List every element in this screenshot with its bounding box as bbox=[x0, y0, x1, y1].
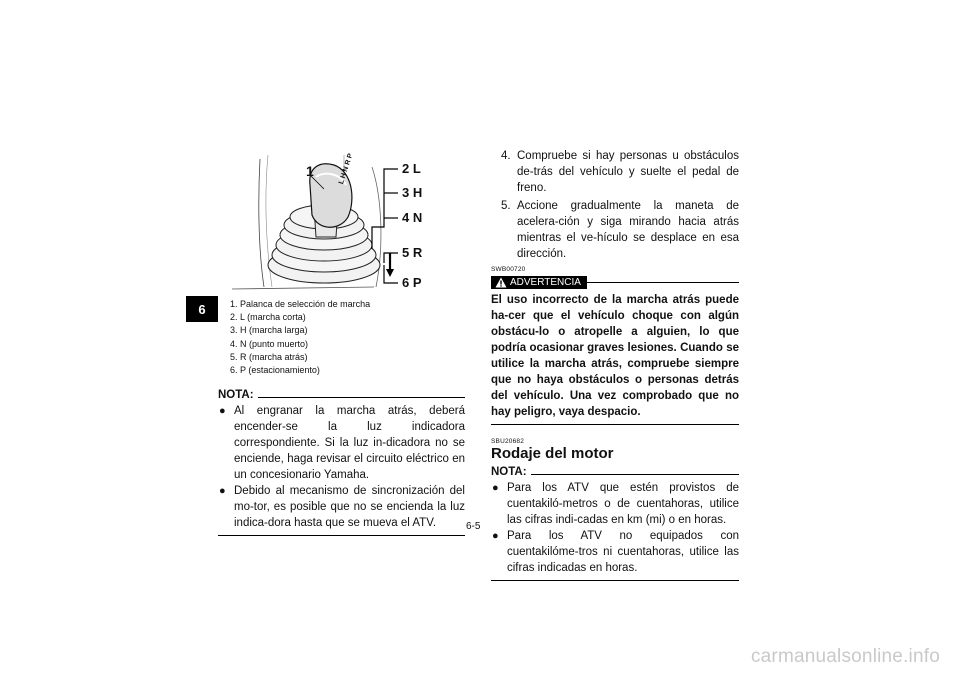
right-column bbox=[491, 148, 739, 581]
left-note-bullet-1 bbox=[218, 403, 465, 483]
right-note-bullet-1 bbox=[491, 480, 739, 528]
caption-1: 1. Palanca de selección de marcha bbox=[230, 299, 371, 309]
position-label-2: 2 L bbox=[402, 161, 421, 176]
right-note-heading bbox=[491, 466, 739, 478]
right-note-end-rule bbox=[491, 580, 739, 581]
watermark: carmanualsonline.info bbox=[750, 646, 940, 667]
bullet-icon: ● bbox=[219, 405, 226, 417]
caption-4: 4. N (punto muerto) bbox=[230, 338, 309, 349]
left-note-heading-text: NOTA: bbox=[218, 389, 254, 401]
right-note-bullet-1-text: Para los ATV que estén provistos de cuentakiló-metros o de cuentahoras, utilice las cifras indi-cadas en km (mi) o en horas. bbox=[507, 482, 739, 526]
page-number: 6-5 bbox=[466, 521, 481, 532]
knob-shift-label: L H N R P bbox=[338, 152, 355, 186]
right-note-bullet-2-text: Para los ATV no equipados con cuentakilóme-tros ni cuentahoras, utilice las cifras indicadas en horas. bbox=[507, 530, 739, 574]
step-4 bbox=[491, 148, 739, 196]
left-note-bullet-2 bbox=[218, 483, 465, 531]
section-code: SBU20682 bbox=[491, 438, 525, 445]
left-note-end-rule bbox=[218, 535, 465, 536]
figure-callout-1: 1 bbox=[306, 163, 314, 179]
warning-label-text: ADVERTENCIA bbox=[510, 277, 581, 288]
position-label-3: 3 H bbox=[402, 185, 423, 200]
caption-3: 3. H (marcha larga) bbox=[230, 325, 308, 336]
warning-banner bbox=[491, 276, 739, 289]
position-label-5: 5 R bbox=[402, 245, 423, 260]
bullet-icon: ● bbox=[492, 530, 499, 542]
step-5-text: Accione gradualmente la maneta de acelera-ción y siga mirando hacia atrás mientras el ve-hículo se desplace en esa dirección. bbox=[517, 200, 739, 260]
chapter-tab bbox=[186, 296, 218, 322]
step-5-number: 5. bbox=[501, 200, 511, 212]
warning-end-rule bbox=[491, 424, 739, 425]
caption-2: 2. L (marcha corta) bbox=[230, 312, 306, 323]
step-4-number: 4. bbox=[501, 150, 511, 162]
gear-selector-figure bbox=[224, 137, 466, 297]
right-note-heading-text: NOTA: bbox=[491, 466, 527, 478]
step-5 bbox=[491, 198, 739, 262]
section-title: Rodaje del motor bbox=[491, 445, 614, 462]
warning-label bbox=[491, 276, 587, 289]
figure-captions bbox=[230, 298, 370, 377]
step-4-text: Compruebe si hay personas u obstáculos de-trás del vehículo y suelte el pedal de freno. bbox=[517, 150, 739, 194]
left-note bbox=[218, 389, 465, 536]
warning-text: El uso incorrecto de la marcha atrás puede ha-cer que el vehículo choque con algún obstácu-lo o atropelle a alguien, lo que podría ocasionar graves lesiones. Cuando se utilice la marcha atrás, compruebe siempre que no haya obstáculos o personas detrás del vehículo. Una vez comprobado que no hay peligro, vaya despacio. bbox=[491, 294, 739, 418]
position-label-6: 6 P bbox=[402, 275, 422, 290]
bullet-icon: ● bbox=[219, 485, 226, 497]
position-label-4: 4 N bbox=[402, 210, 423, 225]
caption-5: 5. R (marcha atrás) bbox=[230, 351, 308, 362]
right-note-bullet-2 bbox=[491, 528, 739, 576]
warning-code: SWB00720 bbox=[491, 266, 526, 273]
chapter-number: 6 bbox=[198, 301, 206, 317]
left-note-bullet-1-text: Al engranar la marcha atrás, deberá encender-se la luz indicadora correspondiente. Si la luz in-dicadora no se enciende, haga revisar el circuito eléctrico en un concesionario Yamaha. bbox=[234, 405, 465, 481]
warning-triangle-icon bbox=[495, 277, 507, 288]
caption-6: 6. P (estacionamiento) bbox=[230, 365, 320, 376]
left-note-heading bbox=[218, 389, 465, 401]
left-note-bullet-2-text: Debido al mecanismo de sincronización del mo-tor, es posible que no se encienda la luz indica-dora hasta que se mueva el ATV. bbox=[234, 485, 465, 529]
bullet-icon: ● bbox=[492, 482, 499, 494]
